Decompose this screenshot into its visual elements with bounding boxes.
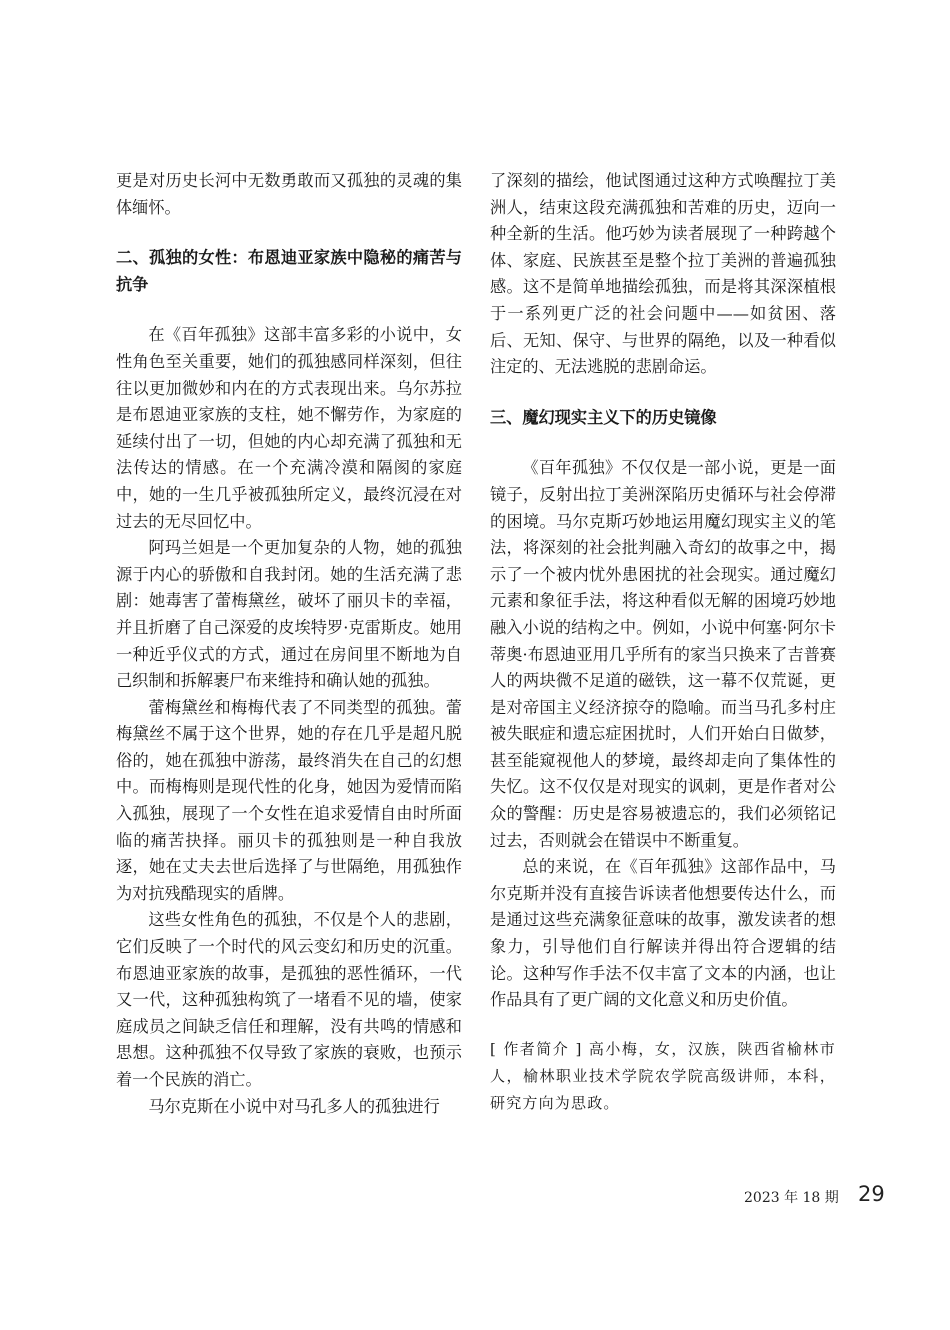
section-3-heading: 三、魔幻现实主义下的历史镜像: [490, 407, 717, 427]
right-column: [490, 168, 836, 1117]
left-column: [116, 168, 462, 1120]
left-paragraph-3: 蕾梅黛丝和梅梅代表了不同类型的孤独。蕾梅黛丝不属于这个世界，她的存在几乎是超凡脱俗的，她在孤独中游荡，最终消失在自己的幻想中。而梅梅则是现代性的化身，她因为爱情而陷入孤独，展现了一个女性在追求爱情自由时所面临的痛苦抉择。丽贝卡的孤独则是一种自我放逐，她在丈夫去世后选择了与世隔绝，用孤独作为对抗残酷现实的盾牌。: [116, 697, 462, 903]
right-paragraph-1: 《百年孤独》不仅仅是一部小说，更是一面镜子，反射出拉丁美洲深陷历史循环与社会停滞的困境。马尔克斯巧妙地运用魔幻现实主义的笔法，将深刻的社会批判融入奇幻的故事之中，揭示了一个被内忧外患困扰的社会现实。通过魔幻元素和象征手法，将这种看似无解的困境巧妙地融入小说的结构之中。例如，小说中何塞·阿尔卡蒂奥·布恩迪亚用几乎所有的家当只换来了吉普赛人的两块微不足道的磁铁，这一幕不仅荒诞，更是对帝国主义经济掠夺的隐喻。而当马孔多村庄被失眠症和遗忘症困扰时，人们开始白日做梦，甚至能窥视他人的梦境，最终却走向了集体性的失忆。这不仅仅是对现实的讽刺，更是作者对公众的警醒：历史是容易被遗忘的，我们必须铭记过去，否则就会在错误中不断重复。: [490, 458, 836, 850]
left-paragraph-2: 阿玛兰妲是一个更加复杂的人物，她的孤独源于内心的骄傲和自我封闭。她的生活充满了悲剧：她毒害了蕾梅黛丝，破坏了丽贝卡的幸福，并且折磨了自己深爱的皮埃特罗·克雷斯皮。她用一种近乎仪式的方式，通过在房间里不断地为自己织制和拆解裹尸布来维持和确认她的孤独。: [116, 538, 462, 691]
intro-tail-paragraph: 更是对历史长河中无数勇敢而又孤独的灵魂的集体缅怀。: [116, 171, 462, 217]
section-2-heading: 二、孤独的女性：布恩迪亚家族中隐秘的痛苦与抗争: [116, 248, 462, 294]
right-paragraph-2: 总的来说，在《百年孤独》这部作品中，马尔克斯并没有直接告诉读者他想要传达什么，而是通过这些充满象征意味的故事，激发读者的想象力，引导他们自行解读并得出符合逻辑的结论。这种写作手法不仅丰富了文本的内涵，也让作品具有了更广阔的文化意义和历史价值。: [490, 857, 836, 1010]
continuation-paragraph: 了深刻的描绘，他试图通过这种方式唤醒拉丁美洲人，结束这段充满孤独和苦难的历史，迈向一种全新的生活。他巧妙为读者展现了一种跨越个体、家庭、民族甚至是整个拉丁美洲的普遍孤独感。这不是简单地描绘孤独，而是将其深深植根于一系列更广泛的社会问题中——如贫困、落后、无知、保守、与世界的隔绝，以及一种看似注定的、无法逃脱的悲剧命运。: [490, 171, 836, 377]
page-number: 29: [858, 1182, 885, 1206]
author-bio: [ 作者简介 ] 高小梅，女，汉族，陕西省榆林市人，榆林职业技术学院农学院高级讲师，本科，研究方向为思政。: [490, 1039, 836, 1112]
left-paragraph-4: 这些女性角色的孤独，不仅是个人的悲剧，它们反映了一个时代的风云变幻和历史的沉重。布恩迪亚家族的故事，是孤独的恶性循环，一代又一代，这种孤独构筑了一堵看不见的墙，使家庭成员之间缺乏信任和理解，没有共鸣的情感和思想。这种孤独不仅导致了家族的衰败，也预示着一个民族的消亡。: [116, 910, 462, 1089]
left-paragraph-1: 在《百年孤独》这部丰富多彩的小说中，女性角色至关重要，她们的孤独感同样深刻，但往往以更加微妙和内在的方式表现出来。乌尔苏拉是布恩迪亚家族的支柱，她不懈劳作，为家庭的延续付出了一切，但她的内心却充满了孤独和无法传达的情感。在一个充满冷漠和隔阂的家庭中，她的一生几乎被孤独所定义，最终沉浸在对过去的无尽回忆中。: [116, 325, 462, 531]
issue-label: 2023 年 18 期: [744, 1190, 839, 1206]
left-paragraph-5: 马尔克斯在小说中对马孔多人的孤独进行: [148, 1096, 440, 1116]
